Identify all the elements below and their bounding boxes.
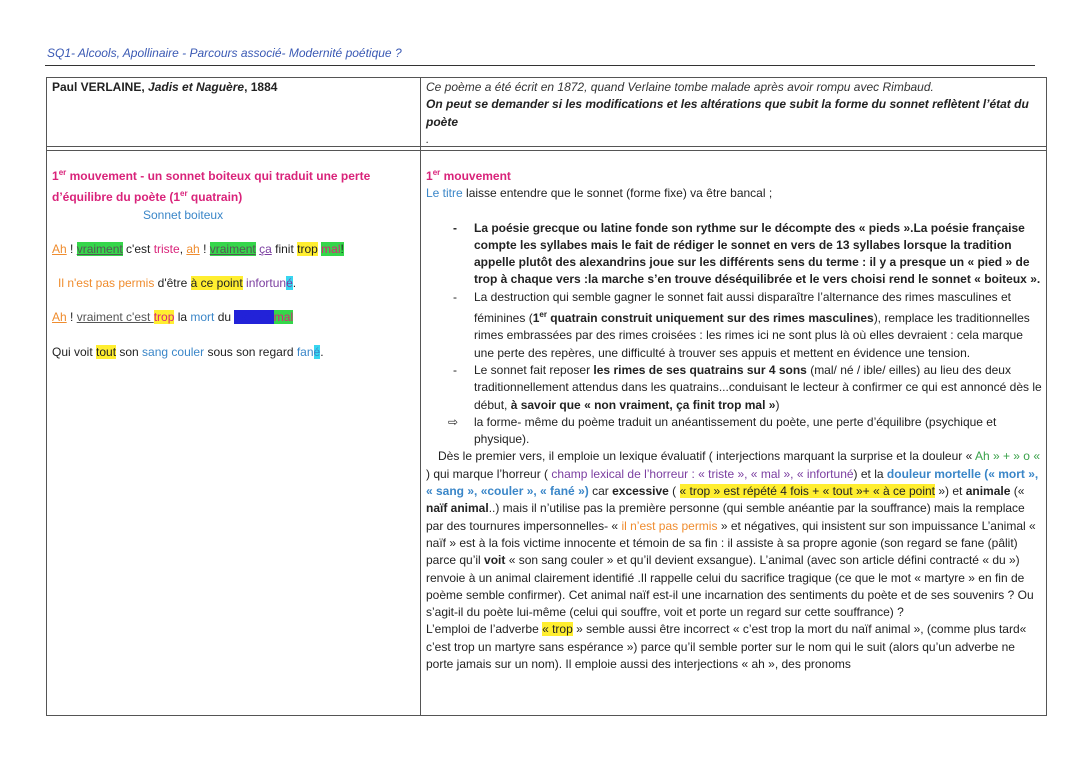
movement-title-number: 1 <box>52 169 59 183</box>
paragraph-text: il n’est pas permis <box>621 518 718 533</box>
list-item <box>426 220 1042 289</box>
verse-word: . <box>292 276 297 291</box>
title-remark-text: laisse entendre que le sonnet (forme fixe) va être bancal ; <box>462 186 773 201</box>
verse-word: vraiment <box>76 241 123 256</box>
bullet-text: la forme- même du poème traduit un anéantissement du poète, une perte d’équilibre (psychique et physique). <box>474 414 997 447</box>
verse-2 <box>52 275 414 292</box>
paragraph-text: champ lexical de l’horreur : « triste », « mal », « infortuné <box>551 466 854 481</box>
table-left-border <box>46 77 47 715</box>
movement-title-sup-2: er <box>180 189 188 199</box>
verse-word: ! <box>66 310 77 325</box>
verse-word: fan <box>296 344 314 359</box>
work-title: Jadis et Naguère <box>148 80 245 94</box>
verse-word: Ah <box>52 241 67 256</box>
paragraph-text: excessive <box>612 484 669 499</box>
bullet-dash: - <box>453 220 457 235</box>
verse-word: triste <box>153 241 180 256</box>
verse-word: ani <box>257 310 274 325</box>
question-dot: . <box>426 131 430 146</box>
verse-word: la <box>174 310 191 325</box>
paragraph-text: douleur mortelle (« mort », « sang », «couler », « fané ») <box>426 466 1039 499</box>
table-top-border <box>46 77 1047 78</box>
verse-word: finit <box>271 241 298 256</box>
poem-verses <box>52 241 414 361</box>
verse-word: ! <box>199 241 210 256</box>
verse-word: , <box>179 241 187 256</box>
verse-word: tout <box>96 344 117 359</box>
top-left-cell <box>52 79 412 96</box>
bullet-text: les rimes de ses quatrains sur 4 sons <box>593 362 807 377</box>
verse-word: . <box>320 344 324 359</box>
bullet-text: Le sonnet fait reposer <box>474 362 594 377</box>
paragraph-text: ( <box>668 484 680 499</box>
verse-word: infortun <box>246 276 287 291</box>
arrow-icon: ⇨ <box>448 414 459 429</box>
bullet-dash: - <box>453 362 457 377</box>
bullet-dash: - <box>453 289 457 304</box>
list-item <box>426 362 1042 414</box>
left-analysis-cell <box>52 164 414 378</box>
paragraph-text: L’emploi de l’adverbe <box>426 622 543 637</box>
table-bottom-border <box>46 715 1047 716</box>
verse-3 <box>52 309 414 326</box>
publication-year: , 1884 <box>244 80 278 94</box>
paragraph-text: ) qui marque l’horreur ( <box>426 466 552 481</box>
title-remark-lead: Le titre <box>426 186 463 201</box>
table-right-border <box>1046 77 1047 715</box>
analysis-bullets <box>426 220 1042 449</box>
bullet-text: La poésie grecque ou latine fonde son rythme sur le décompte des « pieds ».La poésie française compte les syllabes mais le fait de rédiger le sonnet en vers de 13 syllabes lorsque la tradition appelle plutôt des alexandrins joue sur les différents sens du terme : il y a presque un « pied » de trop à chaque vers :la marche s’en trouve déséquilibrée et le vers choisi rend le sonnet « boiteux ». <box>474 220 1041 287</box>
verse-word: sang <box>142 344 169 359</box>
verse-word: c'est <box>122 241 154 256</box>
paragraph-text: « son sang couler » et qu’il devient exsangue). L’animal (avec son article défini contracté « du ») renvoie à un animal clairement identifié .Il rappelle celui du sacrifice tragique (ce que le mot « martyre » en fin de poème semble confirmer). Cet animal naïf est-il une incarnation des sentiments du poète et de ses souvenirs ? Ou s’agit-il du poète lui-même (celui qui souffre, voit et porte un regard sur cette souffrance) ? <box>426 553 1034 620</box>
header-rule <box>45 65 1035 66</box>
right-movement-title <box>426 164 1042 185</box>
course-title: SQ1- Alcools, Apollinaire - Parcours associé- Modernité poétique ? <box>47 46 402 60</box>
bullet-text: quatrain construit uniquement sur des rimes masculines <box>546 311 874 326</box>
verse-word: ça <box>259 241 272 256</box>
paragraph-text: car <box>588 484 613 499</box>
paragraph-text: ) et la <box>853 466 887 481</box>
verse-4 <box>52 344 414 361</box>
verse-word: couler <box>171 344 205 359</box>
paragraph-text: » et négatives, qui insistent sur son impuissance L’animal « naïf » est à la fois victime innocente et témoin de sa fin : il assiste à sa propre agonie (son regard se fane (pâlit) parce qu’il <box>426 518 1036 568</box>
paragraph-text: « trop <box>542 622 573 637</box>
paragraph-text: (« <box>1010 484 1025 499</box>
verse-word: é <box>286 276 293 291</box>
verse-1 <box>52 241 414 258</box>
analysis-paragraph-2 <box>426 621 1042 673</box>
right-movement-sup: er <box>432 168 441 177</box>
movement-title <box>52 164 414 207</box>
right-movement-text: mouvement <box>440 169 511 183</box>
table-middle-border <box>420 77 421 715</box>
verse-word: mal <box>321 241 341 256</box>
bullet-text: La destruction qui semble gagner le sonnet fait aussi disparaître l’alternance des rimes masculines et féminines ( <box>474 289 1011 326</box>
verse-word: son <box>116 344 143 359</box>
movement-title-sup: er <box>58 168 67 177</box>
verse-word: à ce point <box>190 276 243 291</box>
list-item <box>426 289 1042 362</box>
bullet-sup: er <box>539 310 547 320</box>
right-analysis-cell <box>426 164 1042 673</box>
author-name: Paul VERLAINE, <box>52 80 149 94</box>
top-right-cell <box>426 79 1042 148</box>
verse-word: d'être <box>154 276 191 291</box>
table-row-border-2 <box>46 150 1047 151</box>
verse-word: Il n'est pas permis <box>58 276 155 291</box>
verse-word: mort <box>190 310 215 325</box>
verse-word: Ah <box>52 310 67 325</box>
verse-word: ah <box>186 241 200 256</box>
verse-word: naïf <box>234 310 255 325</box>
title-remark <box>426 185 1042 202</box>
movement-title-end: quatrain) <box>187 190 243 205</box>
intro-text: Ce poème a été écrit en 1872, quand Verlaine tombe malade après avoir rompu avec Rimbaud. <box>426 80 934 94</box>
list-item <box>426 414 1042 449</box>
verse-word: du <box>214 310 235 325</box>
bullet-text: 1 <box>532 311 540 326</box>
paragraph-text: « trop » est répété 4 fois + « tout »+ « à ce point <box>679 484 936 499</box>
bullet-text: ) <box>775 397 780 412</box>
verse-word: é <box>313 344 321 359</box>
paragraph-text: ..) mais il n’utilise pas la première personne (qui semble anéantie par la souffrance) mais la remplace par des tournures impersonnelles- « <box>426 501 1025 533</box>
analysis-paragraph-1 <box>426 448 1042 621</box>
sonnet-subtitle: Sonnet boiteux <box>143 207 224 222</box>
right-movement-number: 1 <box>426 169 433 183</box>
verse-word: trop <box>297 241 318 256</box>
movement-title-text: mouvement - un sonnet boiteux qui traduit une perte d’équilibre du poète (1 <box>52 169 371 205</box>
verse-word: trop <box>153 310 175 325</box>
bullet-text: (mal/ né / ible/ eilles) au lieu des deux traditionnellement attendus dans les quatrains...conduisant le lecteur à confirmer ce qui est annoncé dès le début, <box>474 362 1042 412</box>
paragraph-text: naïf animal <box>426 501 489 516</box>
paragraph-text: » semble aussi être incorrect « c’est trop la mort du naïf animal », (comme plus tard« c’est trop un martyre sans espérance ») parce qu’il semble porter sur le nom qui le suit (alors qu’un adverbe ne porte jamais sur un nom). Il emploie aussi des interjections « ah », des pronoms <box>426 622 1027 672</box>
bullet-text: ), remplace les traditionnelles rimes embrassées par des rimes croisées : les rimes ici ne sont plus là où elles devraient : cela marque une perte des repères, une difficulté à trouver ses appuis et mettent en évidence une tension. <box>474 311 1030 360</box>
verse-word: vraiment <box>209 241 256 256</box>
problematic-question: On peut se demander si les modifications et les altérations que subit la forme du sonnet reflètent l’état du poète <box>426 97 1029 129</box>
paragraph-text: Dès le premier vers, il emploie un lexique évaluatif ( interjections marquant la surprise et la douleur « <box>438 449 975 464</box>
paragraph-text: Ah » + » o « <box>974 449 1040 464</box>
verse-word: mal <box>273 310 294 325</box>
paragraph-text: voit <box>484 553 506 568</box>
verse-word: ! <box>66 241 77 256</box>
bullet-text: à savoir que « non vraiment, ça finit trop mal » <box>510 397 776 412</box>
verse-word: sous son regard <box>204 344 297 359</box>
verse-word: vraiment c'est <box>76 310 154 325</box>
verse-word: Qui voit <box>52 344 97 359</box>
verse-word: ! <box>340 241 344 256</box>
paragraph-text: animale <box>965 484 1011 499</box>
paragraph-text: ») et <box>935 484 966 499</box>
